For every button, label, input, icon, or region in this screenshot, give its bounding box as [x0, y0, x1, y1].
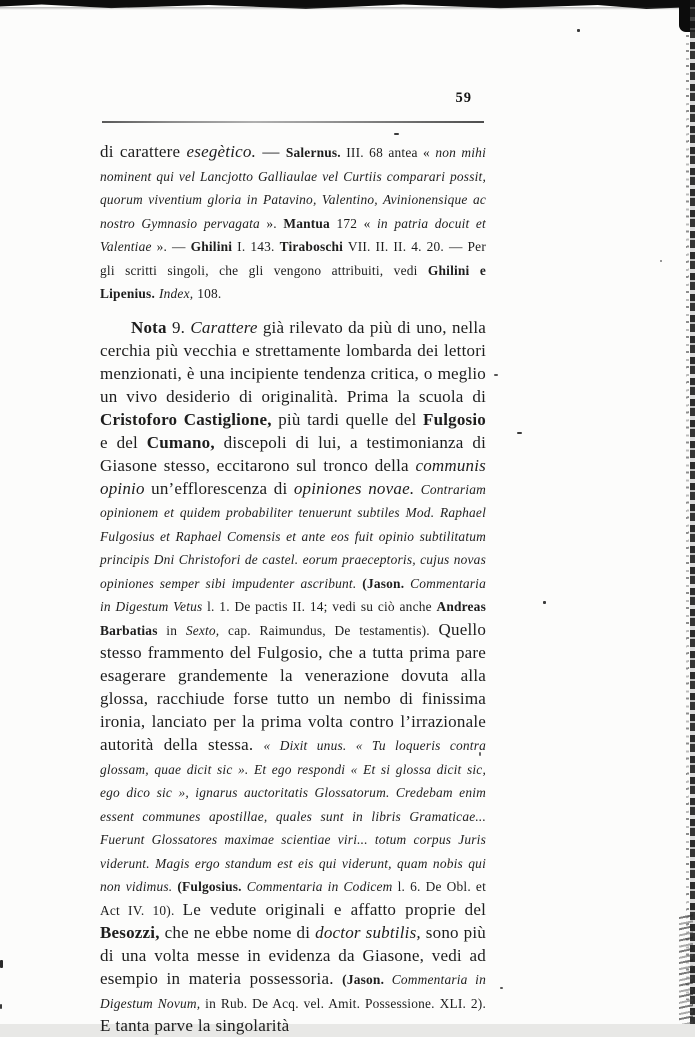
text-run: ». — [260, 216, 283, 231]
text-run: Fulgosio — [423, 410, 486, 429]
text-run: sono più di una volta messe in evidenza da Giasone, vedi ad esempio in materia possessoria. — [100, 923, 486, 988]
text-run: Quello stesso frammento del Fulgosio, che a tutta prima pare esagerare grandemente la venerazione dovuta alla glossa, racchiude forse tutto un nembo di finissima ironia, lanciato per la prima volta contro l’irrazionale autorità della stessa. — [100, 620, 486, 755]
text-run: in — [158, 623, 186, 638]
text-run: non mihi nominent qui vel Lancjotto Galliaulae vel Curtiis comparari possit, quorum viventium gloria in Patavino, Valentino, Avinionensique ac nostro Gymnasio pervagata — [100, 145, 486, 231]
text-run: ». — — [152, 239, 191, 254]
footnote-paragraph — [100, 140, 486, 305]
text-run: (Jason. — [342, 972, 384, 987]
scan-blotch-bottom-right — [679, 914, 693, 1024]
text-run: e del — [100, 433, 147, 452]
text-run: I. 143. — [232, 239, 279, 254]
text-run: Cumano, — [147, 433, 215, 452]
scan-edge-top-shadow — [0, 7, 695, 10]
text-run: di carattere — [100, 142, 187, 161]
scan-speck — [0, 960, 3, 968]
text-run: in Rub. De Acq. vel. Amit. Possessione. XLI. 2). — [200, 996, 486, 1011]
text-run: E tanta parve la singolarità — [100, 1016, 289, 1035]
text-run: Commentaria in Digestum Novum, — [100, 972, 486, 1011]
text-run: — — [256, 142, 286, 161]
text-run: già rilevato da più di uno, nella cerchia più vecchia e strettamente lombarda dei lettori menzionati, è una incipiente tendenza critica, o meglio un vivo desiderio di originalità. Prima la scuola di — [100, 318, 486, 406]
text-run: doctor subtilis, — [315, 923, 421, 942]
text-run: Cristoforo Castiglione, — [100, 410, 272, 429]
text-run: Carattere — [190, 318, 257, 337]
scan-edge-right — [690, 0, 695, 1024]
text-run: 108. — [193, 286, 221, 301]
text-run: Besozzi, — [100, 923, 160, 942]
text-run: discepoli di lui, a testimonianza di Giasone stesso, eccitarono sul tronco della — [100, 433, 486, 475]
text-run: un’efflorescenza di — [145, 479, 294, 498]
text-run: Ghilini e Lipenius. — [100, 263, 486, 302]
text-run: opiniones novae. — [294, 479, 421, 498]
text-run: communis opinio — [100, 456, 486, 498]
text-run: cap. Raimundus, De testamentis). — [219, 623, 438, 638]
text-run: Tiraboschi — [280, 239, 344, 254]
scan-speck — [394, 133, 399, 135]
text-run: (Fulgosius. — [177, 879, 241, 894]
text-run: « Dixit unus. « Tu loqueris contra glossam, quae dicit sic ». Et ego respondi « Et si glossa dicit sic, ego dico sic », ignarus auctoritatis Glossatorum. Credebam enim essent communes apostillae, quales sunt in libris Gramaticae... Fuerunt Glossatores maximae scientiae viri... totum corpus Juris viderunt. Magis ergo standum est eis qui viderunt, quam nobis qui non vidimus. — [100, 738, 486, 894]
scan-speck — [543, 601, 546, 604]
text-run: l. 1. De pactis II. 14; vedi su ciò anche — [202, 599, 436, 614]
text-run: 172 « — [330, 216, 377, 231]
text-run: Commentaria in Codicem — [242, 879, 393, 894]
text-run: Le vedute originali e affatto proprie del — [183, 900, 486, 919]
text-run: Mantua — [283, 216, 330, 231]
scan-speck — [0, 1004, 2, 1009]
text-run: Ghilini — [191, 239, 233, 254]
scan-speck — [494, 374, 498, 376]
text-run: Andreas Barbatias — [100, 599, 486, 638]
text-run: Contrariam opinionem et quidem probabiliter tenuerunt subtiles Mod. Raphael Fulgosius et Raphael Comensis et ante eos fuit opinio subtilitatum principis Dni Christofori de castel. eorum praeceptoris, cujus novas opiniones semper sibi impudenter ascribunt. — [100, 482, 486, 591]
nota-paragraph — [100, 316, 486, 1037]
scan-edge-right-speckle — [686, 30, 689, 1000]
scan-speck — [660, 260, 662, 262]
text-run: Commentaria in Digestum Vetus — [100, 576, 486, 615]
text-run: III. 68 antea « — [341, 145, 435, 160]
text-run: Sexto, — [186, 623, 220, 638]
header-rule — [102, 121, 484, 123]
text-run: (Jason. — [362, 576, 404, 591]
text-run: Index, — [155, 286, 193, 301]
text-run: Nota — [131, 318, 167, 337]
text-run: che ne ebbe nome di — [160, 923, 315, 942]
text-run: più tardi quelle del — [272, 410, 423, 429]
scan-speck — [500, 987, 503, 989]
page-number: 59 — [100, 90, 486, 107]
text-run: esegètico. — [187, 142, 257, 161]
text-run: 9. — [167, 318, 191, 337]
text-run: VII. II. II. 4. 20. — Per gli scritti singoli, che gli vengono attribuiti, vedi — [100, 239, 486, 278]
text-run: l. 6. De Obl. et Act IV. 10). — [100, 879, 486, 918]
scan-speck — [577, 29, 580, 32]
text-column — [100, 140, 486, 1037]
text-run: in patria docuit et Valentiae — [100, 216, 486, 255]
text-run: Salernus. — [286, 145, 341, 160]
scan-speck — [517, 432, 522, 434]
